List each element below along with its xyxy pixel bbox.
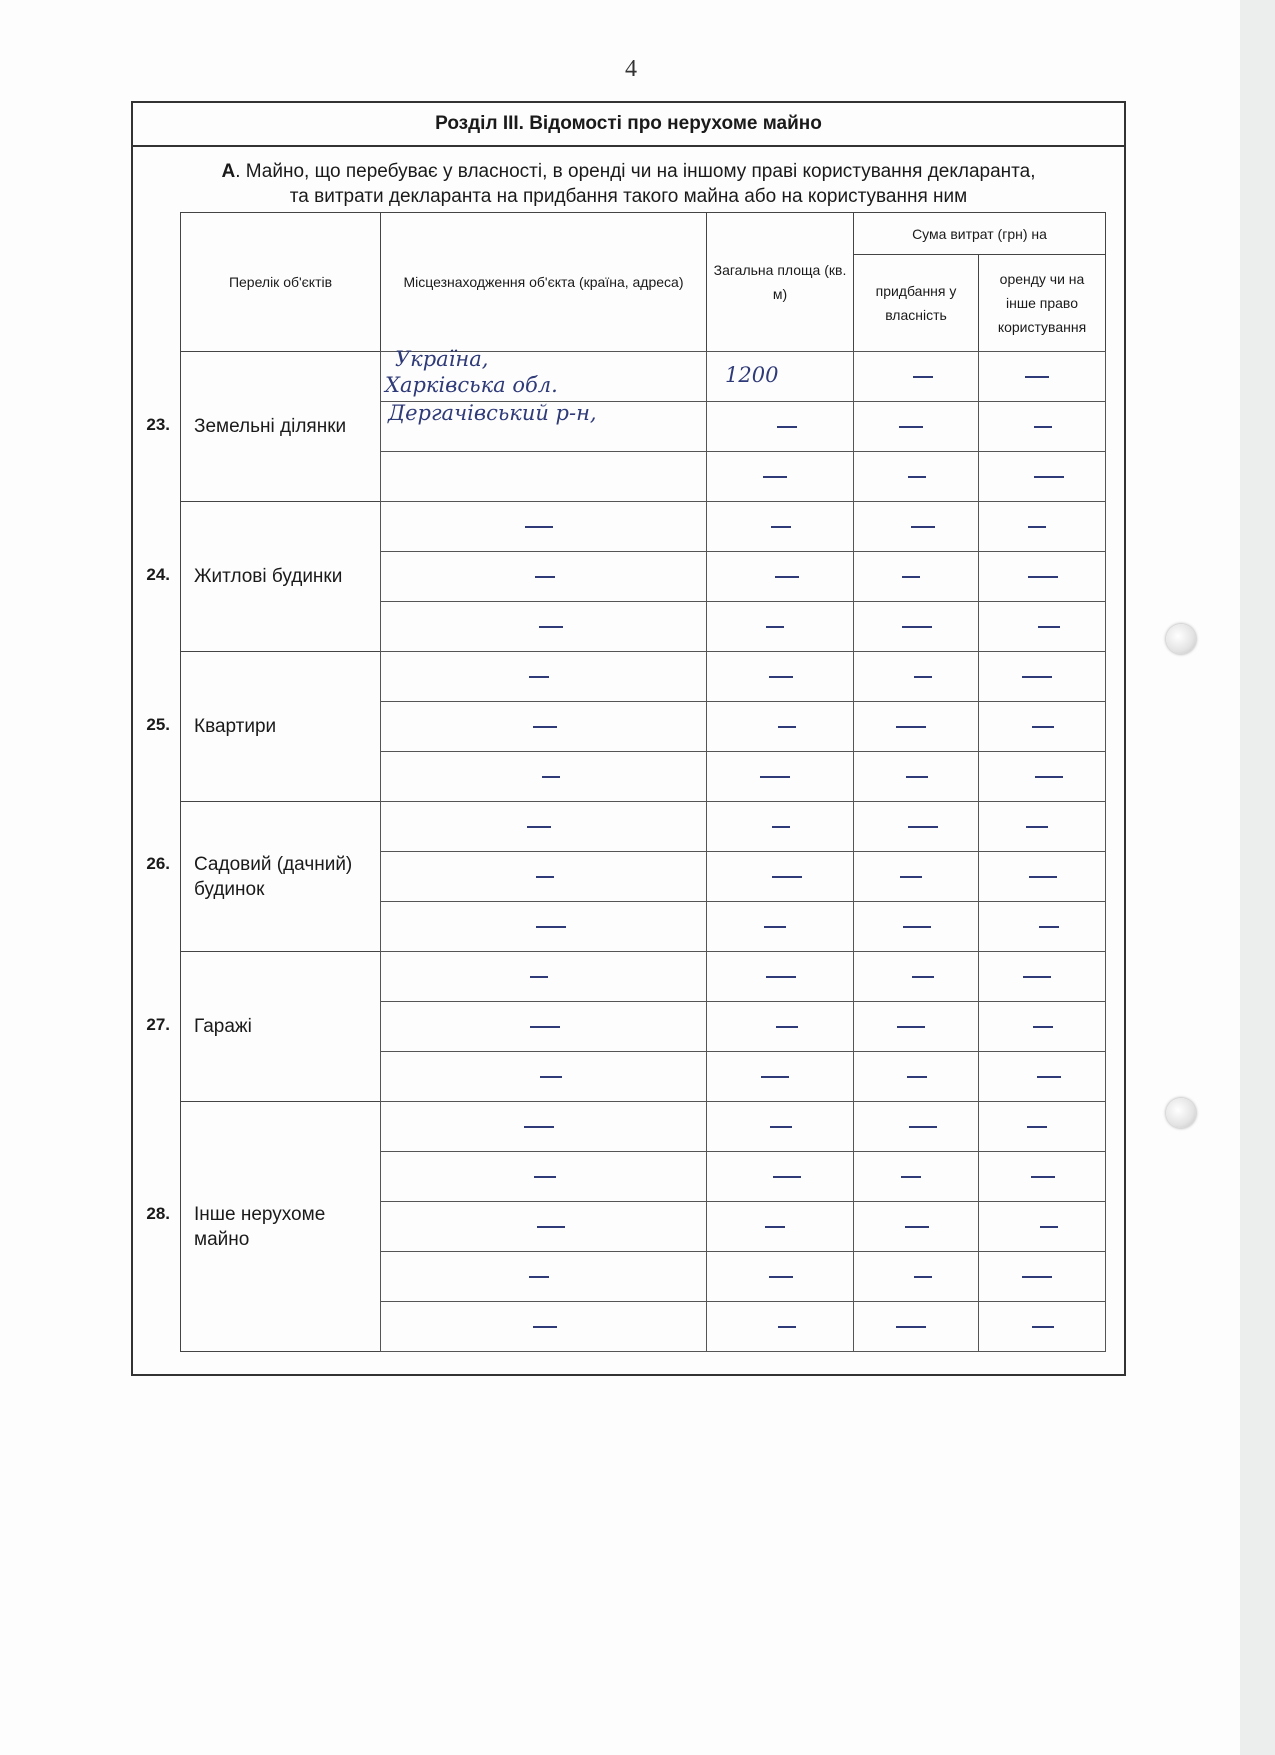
row-label-cell bbox=[180, 801, 381, 952]
table-cell bbox=[706, 701, 854, 752]
table-cell bbox=[978, 351, 1106, 402]
empty-value-dash bbox=[1027, 1126, 1047, 1128]
empty-value-dash bbox=[907, 1076, 927, 1078]
empty-value-dash bbox=[1022, 676, 1052, 678]
table-cell bbox=[978, 1151, 1106, 1202]
table-cell bbox=[853, 1101, 979, 1152]
row-label-cell bbox=[180, 351, 381, 502]
empty-value-dash bbox=[775, 576, 799, 578]
row-label: Інше нерухоме майно bbox=[194, 1203, 326, 1250]
table-cell bbox=[978, 401, 1106, 452]
empty-value-dash bbox=[772, 876, 802, 878]
table-cell bbox=[706, 801, 854, 852]
table-cell bbox=[706, 1051, 854, 1102]
row-number: 27. bbox=[146, 1015, 170, 1034]
empty-value-dash bbox=[764, 926, 786, 928]
empty-value-dash bbox=[524, 1126, 554, 1128]
table-cell bbox=[853, 1051, 979, 1102]
handwritten-area: 1200 bbox=[725, 363, 779, 387]
table-cell bbox=[380, 451, 707, 502]
table-cell bbox=[380, 1001, 707, 1052]
empty-value-dash bbox=[772, 826, 790, 828]
empty-value-dash bbox=[1040, 1226, 1058, 1228]
empty-value-dash bbox=[527, 826, 551, 828]
header-location: Місцезнаходження об'єкта (країна, адреса) bbox=[380, 212, 707, 352]
table-cell bbox=[853, 1301, 979, 1352]
row-number: 25. bbox=[146, 715, 170, 734]
empty-value-dash bbox=[763, 476, 787, 478]
empty-value-dash bbox=[537, 1226, 565, 1228]
row-label-cell bbox=[180, 951, 381, 1102]
table-cell bbox=[853, 851, 979, 902]
table-cell bbox=[978, 601, 1106, 652]
row-label: Житлові будинки bbox=[194, 566, 343, 587]
empty-value-dash bbox=[914, 1276, 932, 1278]
table-cell bbox=[978, 501, 1106, 552]
row-label: Садовий (дачний) будинок bbox=[194, 853, 353, 900]
empty-value-dash bbox=[896, 726, 926, 728]
handwritten-location: Дергачівський р-н, bbox=[388, 401, 597, 425]
empty-value-dash bbox=[769, 1276, 793, 1278]
property-table bbox=[146, 212, 1106, 1356]
table-cell bbox=[853, 951, 979, 1002]
table-cell bbox=[853, 1151, 979, 1202]
empty-value-dash bbox=[1032, 726, 1054, 728]
empty-value-dash bbox=[906, 776, 928, 778]
table-cell bbox=[706, 1001, 854, 1052]
empty-value-dash bbox=[540, 1076, 562, 1078]
row-label: Гаражі bbox=[194, 1016, 252, 1037]
handwritten-location: Харківська обл. bbox=[385, 373, 558, 397]
table-cell bbox=[978, 901, 1106, 952]
empty-value-dash bbox=[902, 576, 920, 578]
empty-value-dash bbox=[777, 426, 797, 428]
punch-hole-bottom bbox=[1166, 1098, 1196, 1128]
table-cell bbox=[706, 601, 854, 652]
empty-value-dash bbox=[769, 676, 793, 678]
empty-value-dash bbox=[914, 676, 932, 678]
table-cell bbox=[380, 1201, 707, 1252]
row-label-cell bbox=[180, 1101, 381, 1352]
table-cell bbox=[853, 701, 979, 752]
table-cell bbox=[380, 1101, 707, 1152]
table-cell bbox=[978, 451, 1106, 502]
table-cell bbox=[978, 751, 1106, 802]
table-cell bbox=[853, 1201, 979, 1252]
table-cell bbox=[978, 1201, 1106, 1252]
table-cell bbox=[380, 1301, 707, 1352]
table-cell bbox=[978, 651, 1106, 702]
table-cell bbox=[706, 501, 854, 552]
empty-value-dash bbox=[542, 776, 560, 778]
empty-value-dash bbox=[530, 1026, 560, 1028]
empty-value-dash bbox=[899, 426, 923, 428]
header-rent: оренду чи на інше право користування bbox=[978, 254, 1106, 352]
table-cell bbox=[853, 651, 979, 702]
table-cell bbox=[853, 751, 979, 802]
subsection-line-1 bbox=[133, 159, 1124, 184]
empty-value-dash bbox=[1029, 876, 1057, 878]
empty-value-dash bbox=[533, 726, 557, 728]
table-cell bbox=[706, 401, 854, 452]
empty-value-dash bbox=[536, 876, 554, 878]
punch-hole-top bbox=[1166, 624, 1196, 654]
empty-value-dash bbox=[908, 826, 938, 828]
table-cell bbox=[706, 1101, 854, 1152]
row-number: 26. bbox=[146, 854, 170, 873]
table-cell bbox=[978, 1051, 1106, 1102]
row-number: 23. bbox=[146, 415, 170, 434]
table-cell bbox=[380, 1251, 707, 1302]
empty-value-dash bbox=[896, 1326, 926, 1328]
table-cell bbox=[706, 1201, 854, 1252]
empty-value-dash bbox=[778, 1326, 796, 1328]
table-cell bbox=[706, 751, 854, 802]
table-cell bbox=[706, 1151, 854, 1202]
empty-value-dash bbox=[760, 776, 790, 778]
table-cell bbox=[380, 901, 707, 952]
table-cell bbox=[853, 451, 979, 502]
table-cell bbox=[853, 1001, 979, 1052]
table-cell bbox=[706, 1301, 854, 1352]
empty-value-dash bbox=[912, 976, 934, 978]
empty-value-dash bbox=[536, 926, 566, 928]
table-cell bbox=[978, 801, 1106, 852]
table-cell bbox=[706, 1251, 854, 1302]
header-expenses: Сума витрат (грн) на bbox=[853, 212, 1106, 255]
empty-value-dash bbox=[905, 1226, 929, 1228]
empty-value-dash bbox=[1033, 1026, 1053, 1028]
table-cell bbox=[853, 551, 979, 602]
table-cell bbox=[853, 351, 979, 402]
table-cell bbox=[978, 701, 1106, 752]
header-area: Загальна площа (кв. м) bbox=[706, 212, 854, 352]
table-cell bbox=[853, 401, 979, 452]
empty-value-dash bbox=[539, 626, 563, 628]
subsection-letter: А bbox=[221, 161, 236, 182]
empty-value-dash bbox=[1022, 1276, 1052, 1278]
table-cell bbox=[978, 1251, 1106, 1302]
subsection-heading bbox=[133, 147, 1124, 209]
empty-value-dash bbox=[1023, 976, 1051, 978]
subsection-line-1-text: . Майно, що перебуває у власності, в оренді чи на іншому праві користування декларанта, bbox=[235, 161, 1036, 182]
section-frame bbox=[131, 101, 1126, 1376]
empty-value-dash bbox=[766, 626, 784, 628]
table-cell bbox=[978, 551, 1106, 602]
row-number: 28. bbox=[146, 1204, 170, 1223]
empty-value-dash bbox=[1032, 1326, 1054, 1328]
empty-value-dash bbox=[909, 1126, 937, 1128]
empty-value-dash bbox=[1039, 926, 1059, 928]
table-cell bbox=[380, 701, 707, 752]
table-cell bbox=[380, 951, 707, 1002]
table-cell bbox=[380, 551, 707, 602]
empty-value-dash bbox=[776, 1026, 798, 1028]
empty-value-dash bbox=[897, 1026, 925, 1028]
table-cell bbox=[853, 501, 979, 552]
subsection-line-2: та витрати декларанта на придбання такого майна або на користування ним bbox=[289, 186, 968, 207]
empty-value-dash bbox=[770, 1126, 792, 1128]
row-label: Земельні ділянки bbox=[194, 416, 347, 437]
empty-value-dash bbox=[913, 376, 933, 378]
table-cell bbox=[706, 651, 854, 702]
empty-value-dash bbox=[529, 676, 549, 678]
empty-value-dash bbox=[901, 1176, 921, 1178]
empty-value-dash bbox=[778, 726, 796, 728]
table-cell bbox=[380, 651, 707, 702]
header-objects: Перелік об'єктів bbox=[180, 212, 381, 352]
page-number: 4 bbox=[625, 56, 637, 82]
empty-value-dash bbox=[1025, 376, 1049, 378]
row-label: Квартири bbox=[194, 716, 277, 737]
empty-value-dash bbox=[1035, 776, 1063, 778]
row-number: 24. bbox=[146, 565, 170, 584]
table-cell bbox=[380, 851, 707, 902]
empty-value-dash bbox=[1038, 626, 1060, 628]
empty-value-dash bbox=[534, 1176, 556, 1178]
table-cell bbox=[380, 751, 707, 802]
table-cell bbox=[853, 601, 979, 652]
table-cell bbox=[978, 1001, 1106, 1052]
empty-value-dash bbox=[1026, 826, 1048, 828]
empty-value-dash bbox=[765, 1226, 785, 1228]
section-title: Розділ III. Відомості про нерухоме майно bbox=[133, 103, 1124, 147]
empty-value-dash bbox=[761, 1076, 789, 1078]
empty-value-dash bbox=[771, 526, 791, 528]
table-cell bbox=[853, 901, 979, 952]
table-cell bbox=[853, 1251, 979, 1302]
empty-value-dash bbox=[530, 976, 548, 978]
empty-value-dash bbox=[911, 526, 935, 528]
table-cell bbox=[853, 801, 979, 852]
table-cell bbox=[978, 851, 1106, 902]
empty-value-dash bbox=[902, 626, 932, 628]
empty-value-dash bbox=[1028, 526, 1046, 528]
empty-value-dash bbox=[1037, 1076, 1061, 1078]
empty-value-dash bbox=[900, 876, 922, 878]
table-cell bbox=[380, 1051, 707, 1102]
empty-value-dash bbox=[533, 1326, 557, 1328]
empty-value-dash bbox=[1031, 1176, 1055, 1178]
empty-value-dash bbox=[766, 976, 796, 978]
table-cell bbox=[380, 601, 707, 652]
table-cell bbox=[706, 901, 854, 952]
header-purchase: придбання у власність bbox=[853, 254, 979, 352]
handwritten-location: Україна, bbox=[395, 347, 489, 371]
row-label-cell bbox=[180, 651, 381, 802]
table-cell bbox=[978, 1301, 1106, 1352]
table-cell bbox=[978, 951, 1106, 1002]
empty-value-dash bbox=[908, 476, 926, 478]
table-cell bbox=[380, 1151, 707, 1202]
table-cell bbox=[380, 801, 707, 852]
empty-value-dash bbox=[773, 1176, 801, 1178]
table-cell bbox=[978, 1101, 1106, 1152]
empty-value-dash bbox=[1028, 576, 1058, 578]
empty-value-dash bbox=[529, 1276, 549, 1278]
empty-value-dash bbox=[903, 926, 931, 928]
empty-value-dash bbox=[1034, 476, 1064, 478]
empty-value-dash bbox=[1034, 426, 1052, 428]
table-cell bbox=[706, 951, 854, 1002]
table-cell bbox=[706, 451, 854, 502]
empty-value-dash bbox=[525, 526, 553, 528]
table-cell bbox=[380, 501, 707, 552]
table-cell bbox=[706, 551, 854, 602]
empty-value-dash bbox=[535, 576, 555, 578]
table-cell bbox=[706, 851, 854, 902]
row-label-cell bbox=[180, 501, 381, 652]
